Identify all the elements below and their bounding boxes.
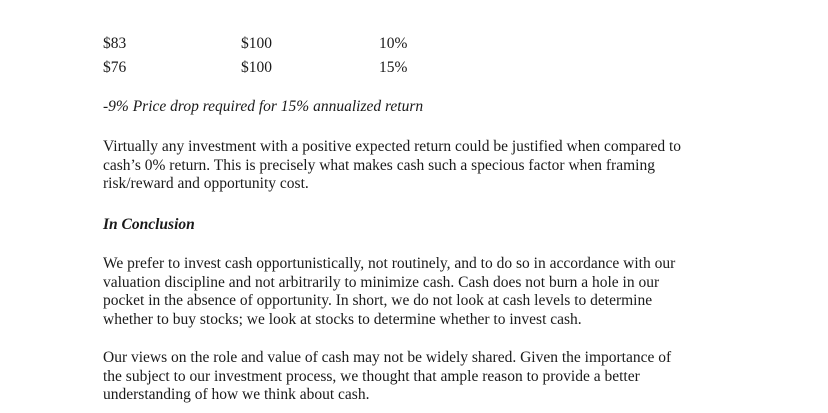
paragraph-line: Virtually any investment with a positive expected return could be justified when compared to (103, 138, 682, 155)
value-cell: $100 (241, 35, 272, 52)
paragraph-cash-return (103, 138, 743, 194)
paragraph-line: risk/reward and opportunity cost. (103, 175, 309, 193)
paragraph-conclusion (103, 255, 743, 329)
paragraph-line: the subject to our investment process, we thought that ample reason to provide a better (103, 367, 640, 385)
paragraph-line: pocket in the absence of opportunity. In short, we do not look at cash levels to determine (103, 292, 653, 310)
section-heading: In Conclusion (103, 216, 195, 233)
paragraph-line: understanding of how we think about cash. (103, 386, 370, 404)
paragraph-line: Our views on the role and value of cash may not be widely shared. Given the importance of (103, 349, 672, 366)
price-cell: $83 (103, 35, 127, 52)
paragraph-line: We prefer to invest cash opportunistically, not routinely, and to do so in accordance with our (103, 255, 676, 272)
table-row (0, 34, 828, 54)
paragraph-line: valuation discipline and not arbitrarily to minimize cash. Cash does not burn a hole in our (103, 273, 660, 291)
paragraph-views (103, 349, 743, 405)
paragraph-line: whether to buy stocks; we look at stocks to determine whether to invest cash. (103, 310, 582, 328)
return-cell: 10% (379, 35, 408, 52)
table-row (0, 58, 828, 78)
price-cell: $76 (103, 59, 127, 76)
paragraph-line: cash’s 0% return. This is precisely what makes cash such a specious factor when framing (103, 156, 655, 174)
value-cell: $100 (241, 59, 272, 76)
return-cell: 15% (379, 59, 408, 76)
price-drop-note: -9% Price drop required for 15% annualized return (103, 98, 424, 115)
